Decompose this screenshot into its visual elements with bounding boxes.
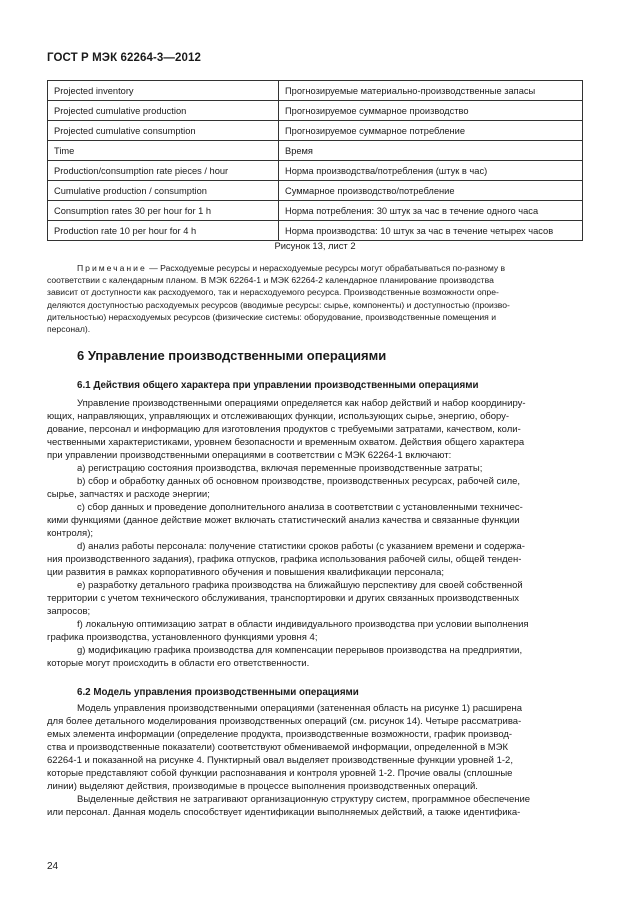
subsection-heading: 6.2 Модель управления производственными операциями (77, 687, 359, 698)
term-russian: Прогнозируемое суммарное производство (279, 101, 583, 121)
subsection-heading: 6.1 Действия общего характера при управлении производственными операциями (77, 380, 479, 391)
table-row (48, 101, 583, 121)
note-line (47, 262, 583, 274)
term-english: Consumption rates 30 per hour for 1 h (48, 201, 279, 221)
text-line: дование, персонал и информацию для изготовления продуктов с требуемыми затратами, качеством, коли- (47, 424, 521, 435)
table-row (48, 121, 583, 141)
term-russian: Норма потребления: 30 штук за час в течение одного часа (279, 201, 583, 221)
note-line: персонал). (47, 324, 91, 335)
table-row (48, 221, 583, 241)
note-line: соответствии с календарным планом. В МЭК 62264-1 и МЭК 62264-2 календарное планирование производства (47, 275, 494, 286)
term-russian: Суммарное производство/потребление (279, 181, 583, 201)
text-line: f) локальную оптимизацию затрат в области индивидуального производства при условии выполнения (77, 619, 529, 630)
text-line: графика производства, установленного функциями уровня 4; (47, 632, 318, 643)
document-header: ГОСТ Р МЭК 62264-3—2012 (47, 52, 201, 64)
text-line: или персонал. Данная модель способствует идентификации выполняемых действий, а также идентифика- (47, 807, 521, 818)
text-line: ющих, направляющих, управляющих и отслеживающих функции, использующих сырье, энергию, обору- (47, 411, 510, 422)
text-line: сырье, запчастях и расходе энергии; (47, 489, 210, 500)
term-russian: Прогнозируемые материально-производственные запасы (279, 81, 583, 101)
table-row (48, 161, 583, 181)
table-row (48, 81, 583, 101)
text-line: b) сбор и обработку данных об основном производстве, производственных ресурсах, рабочей силе, (77, 476, 521, 487)
note-line: деляются доступностью расходуемых ресурсов (вводимые ресурсы: сырье, компоненты) и доступностью (произво- (47, 299, 510, 310)
table-row (48, 181, 583, 201)
text-line: которые представляют собой функции распознавания и контроля уровней 1-2. Прочие овалы (сплошные (47, 768, 513, 779)
term-russian: Прогнозируемое суммарное потребление (279, 121, 583, 141)
note-paragraph (47, 262, 583, 335)
text-line: a) регистрацию состояния производства, включая переменные производственные затраты; (77, 463, 483, 474)
term-russian: Норма производства: 10 штук за час в течение четырех часов (279, 221, 583, 241)
term-russian: Время (279, 141, 583, 161)
note-label: Примечание (77, 263, 147, 273)
text-line: при управлении производственными операциями в соответствии с МЭК 62264-1 включают: (47, 450, 452, 461)
text-line: 62264-1 и показанной на рисунке 4. Пунктирный овал выделяет производственные функции уровней 1-2, (47, 755, 513, 766)
text-line: емых элемента информации (определение продукта, производственные возможности, график производ- (47, 729, 513, 740)
page-number: 24 (47, 861, 59, 872)
note-text: — Расходуемые ресурсы и нерасходуемые ресурсы могут обрабатываться по-разному в (146, 263, 506, 273)
term-russian: Норма производства/потребления (штук в час) (279, 161, 583, 181)
text-line: Выделенные действия не затрагивают организационную структуру систем, программное обеспечение (77, 794, 531, 805)
term-english: Time (48, 141, 279, 161)
text-line: ния производственного задания), графика отпусков, графика использования рабочей силы, общей тенден- (47, 554, 522, 565)
text-line: запросов; (47, 606, 91, 617)
text-line: территории с учетом технического обслуживания, транспортировки и других связанных производственных (47, 593, 520, 604)
text-line: кими функциями (данное действие может включать статистический анализ качества и связанные функции (47, 515, 520, 526)
text-line: e) разработку детального графика производства на ближайшую перспективу для своей собственной (77, 580, 523, 591)
text-line: которые могут происходить в области его ответственности. (47, 658, 310, 669)
term-english: Production/consumption rate pieces / hour (48, 161, 279, 181)
body-text (47, 397, 583, 670)
table-row (48, 141, 583, 161)
text-line: Модель управления производственными операциями (затененная область на рисунке 1) расширена (77, 703, 523, 714)
term-english: Projected inventory (48, 81, 279, 101)
text-line: линии) выделяют действия, производимые в процессе выполнения производственных операций. (47, 781, 478, 792)
text-line: контроля); (47, 528, 93, 539)
note-line: зависит от доступности как расходуемого, так и нерасходуемого ресурса. Производственные возможности опре- (47, 287, 499, 298)
text-line: c) сбор данных и проведение дополнительного анализа в соответствии с установленными техничес- (77, 502, 523, 513)
terms-table (47, 80, 583, 241)
section-heading: 6 Управление производственными операциями (77, 348, 387, 363)
text-line: Управление производственными операциями определяется как набор действий и набор координиру- (77, 398, 526, 409)
term-english: Production rate 10 per hour for 4 h (48, 221, 279, 241)
term-english: Cumulative production / consumption (48, 181, 279, 201)
table-row (48, 201, 583, 221)
term-english: Projected cumulative consumption (48, 121, 279, 141)
text-line: ции развития в рамках корпоративного обучения и повышения квалификации персонала; (47, 567, 445, 578)
figure-caption: Рисунок 13, лист 2 (274, 240, 356, 251)
text-line: для более детального моделирования производственных операций (см. рисунок 14). Четыре рассматрива- (47, 716, 522, 727)
term-english: Projected cumulative production (48, 101, 279, 121)
body-text (47, 702, 583, 819)
text-line: чественными характеристиками, уровнем безопасности и временным охватом. Действия общего характера (47, 437, 525, 448)
text-line: g) модификацию графика производства для компенсации перерывов производства на предприятии, (77, 645, 523, 656)
text-line: d) анализ работы персонала: получение статистики сроков работы (с указанием времени и содержа- (77, 541, 525, 552)
note-line: дительностью) нерасходуемых ресурсов (физические системы: оборудование, производственные помещения и (47, 311, 497, 322)
text-line: ства и производственные показатели) соответствуют обмениваемой информации, определенной в МЭК (47, 742, 509, 753)
